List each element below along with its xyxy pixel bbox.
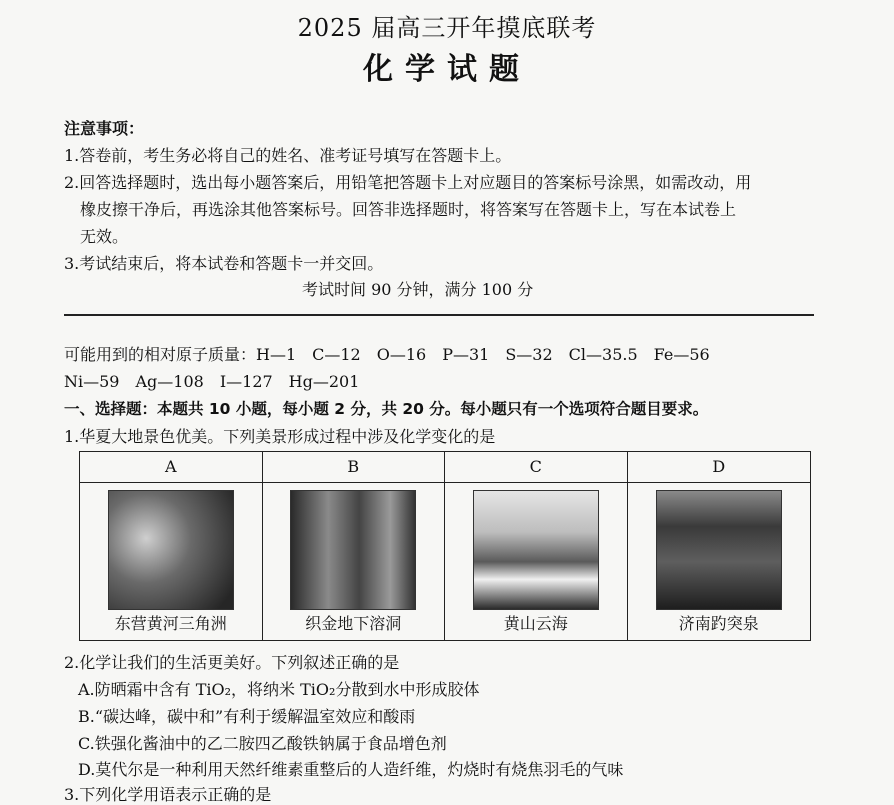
section-heading: 一、选择题：本题共 10 小题，每小题 2 分，共 20 分。每小题只有一个选项符合题目要求。 (64, 400, 709, 418)
subject-title: 化学试题 (363, 52, 531, 87)
question-3-stem: 3.下列化学用语表示正确的是 (64, 785, 272, 804)
option-b-cell (263, 452, 446, 640)
question-2-option-a: A.防晒霜中含有 TiO₂，将纳米 TiO₂分散到水中形成胶体 (78, 680, 480, 699)
option-d-caption: 济南趵突泉 (678, 614, 759, 633)
question-2-option-d: D.莫代尔是一种利用天然纤维素重整后的人造纤维，灼烧时有烧焦羽毛的气味 (78, 760, 624, 779)
time-info: 考试时间 90 分钟，满分 100 分 (302, 280, 534, 299)
option-c-photo (473, 490, 599, 610)
option-c-caption: 黄山云海 (503, 614, 568, 633)
divider (64, 314, 814, 316)
question-2-option-b: B.“碳达峰，碳中和”有利于缓解温室效应和酸雨 (78, 707, 416, 726)
question-1-options-table (79, 451, 811, 641)
option-d-cell (628, 452, 811, 640)
question-1-stem: 1.华夏大地景色优美。下列美景形成过程中涉及化学变化的是 (64, 427, 496, 446)
note-item-3: 3.考试结束后，将本试卷和答题卡一并交回。 (64, 254, 384, 273)
notes-heading: 注意事项： (64, 119, 145, 138)
option-d-letter: D (628, 452, 811, 483)
atomic-masses-line1: 可能用到的相对原子质量：H—1 C—12 O—16 P—31 S—32 Cl—35.5 Fe—56 (64, 345, 710, 364)
option-c-cell (445, 452, 628, 640)
note-item-2-cont: 橡皮擦干净后，再选涂其他答案标号。回答非选择题时，将答案写在答题卡上，写在本试卷上 (80, 200, 737, 219)
option-b-letter: B (263, 452, 445, 483)
note-item-1: 1.答卷前，考生务必将自己的姓名、准考证号填写在答题卡上。 (64, 146, 512, 165)
option-a-caption: 东营黄河三角洲 (114, 614, 227, 633)
exam-title: 2025 届高三开年摸底联考 (297, 14, 597, 42)
option-a-letter: A (80, 452, 262, 483)
note-item-2: 2.回答选择题时，选出每小题答案后，用铅笔把答题卡上对应题目的答案标号涂黑，如需改动，用 (64, 173, 752, 192)
option-c-letter: C (445, 452, 627, 483)
option-d-photo (656, 490, 782, 610)
option-a-photo (108, 490, 234, 610)
note-item-2-end: 无效。 (80, 227, 129, 246)
question-2-stem: 2.化学让我们的生活更美好。下列叙述正确的是 (64, 653, 400, 672)
question-2-option-c: C.铁强化酱油中的乙二胺四乙酸铁钠属于食品增色剂 (78, 734, 447, 753)
atomic-masses-line2: Ni—59 Ag—108 I—127 Hg—201 (64, 372, 360, 391)
option-b-photo (290, 490, 416, 610)
option-b-caption: 织金地下溶洞 (305, 614, 402, 633)
option-a-cell (80, 452, 263, 640)
